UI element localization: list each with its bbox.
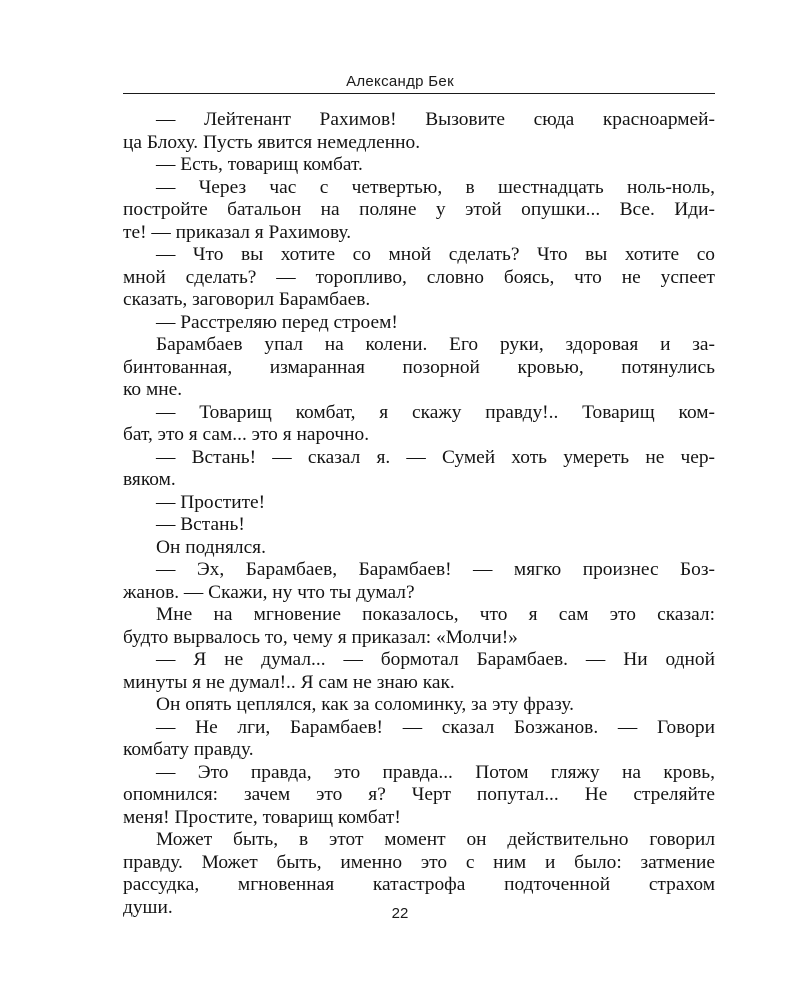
text-line: Мне на мгновение показалось, что я сам это сказал:	[156, 604, 715, 625]
text-line: жанов. — Скажи, ну что ты думал?	[123, 581, 415, 603]
text-line: Барамбаев упал на колени. Его руки, здоровая и за-	[156, 334, 715, 355]
text-line: правду. Может быть, именно это с ним и было: затмение	[123, 851, 715, 873]
text-line: — Эх, Барамбаев, Барамбаев! — мягко произнес Боз-	[156, 559, 715, 580]
text-line: постройте батальон на поляне у этой опушки... Все. Иди-	[123, 199, 715, 220]
text-line: — Встань! — сказал я. — Сумей хоть умереть не чер-	[156, 446, 715, 468]
text-line: души.	[123, 896, 173, 918]
text-line: те! — приказал я Рахимову.	[123, 221, 352, 243]
text-line: — Лейтенант Рахимов! Вызовите сюда красноармей-	[156, 109, 715, 130]
page-number: 22	[391, 905, 409, 922]
text-line: — Через час с четвертью, в шестнадцать ноль-ноль,	[156, 176, 715, 198]
text-line: мной сделать? — торопливо, словно боясь, что не успеет	[123, 266, 715, 288]
text-line: ко мне.	[123, 379, 183, 400]
body-text	[123, 109, 715, 919]
text-line: Он поднялся.	[156, 536, 266, 558]
text-line: — Что вы хотите со мной сделать? Что вы хотите со	[156, 244, 715, 265]
text-line: комбату правду.	[123, 739, 254, 760]
text-line: минуты я не думал!.. Я сам не знаю как.	[123, 671, 455, 693]
text-line: бат, это я сам... это я нарочно.	[123, 424, 370, 445]
text-line: — Есть, товарищ комбат.	[156, 154, 363, 175]
text-line: Он опять цеплялся, как за соломинку, за эту фразу.	[156, 694, 574, 715]
text-line: вяком.	[123, 469, 176, 490]
text-line: — Товарищ комбат, я скажу правду!.. Товарищ ком-	[156, 401, 715, 423]
text-line: меня! Простите, товарищ комбат!	[123, 806, 401, 828]
running-head-author: Александр Бек	[346, 73, 454, 90]
text-line: — Расстреляю перед строем!	[156, 311, 398, 333]
text-line: — Встань!	[156, 514, 245, 535]
text-line: — Простите!	[156, 491, 266, 513]
text-line: будто вырвалось то, чему я приказал: «Молчи!»	[123, 626, 518, 648]
text-line: — Не лги, Барамбаев! — сказал Бозжанов. — Говори	[156, 716, 715, 738]
text-line: Может быть, в этот момент он действительно говорил	[156, 829, 715, 850]
header-rule	[123, 93, 715, 94]
text-line: — Я не думал... — бормотал Барамбаев. — Ни одной	[156, 649, 715, 670]
text-line: сказать, заговорил Барамбаев.	[123, 289, 371, 310]
text-line: опомнился: зачем это я? Черт попутал... Не стреляйте	[123, 784, 715, 805]
text-line: бинтованная, измаранная позорной кровью, потянулись	[123, 356, 715, 378]
text-line: рассудка, мгновенная катастрофа подточенной страхом	[123, 874, 715, 895]
text-line: ца Блоху. Пусть явится немедленно.	[123, 131, 421, 153]
text-line: — Это правда, это правда... Потом гляжу на кровь,	[156, 761, 715, 783]
